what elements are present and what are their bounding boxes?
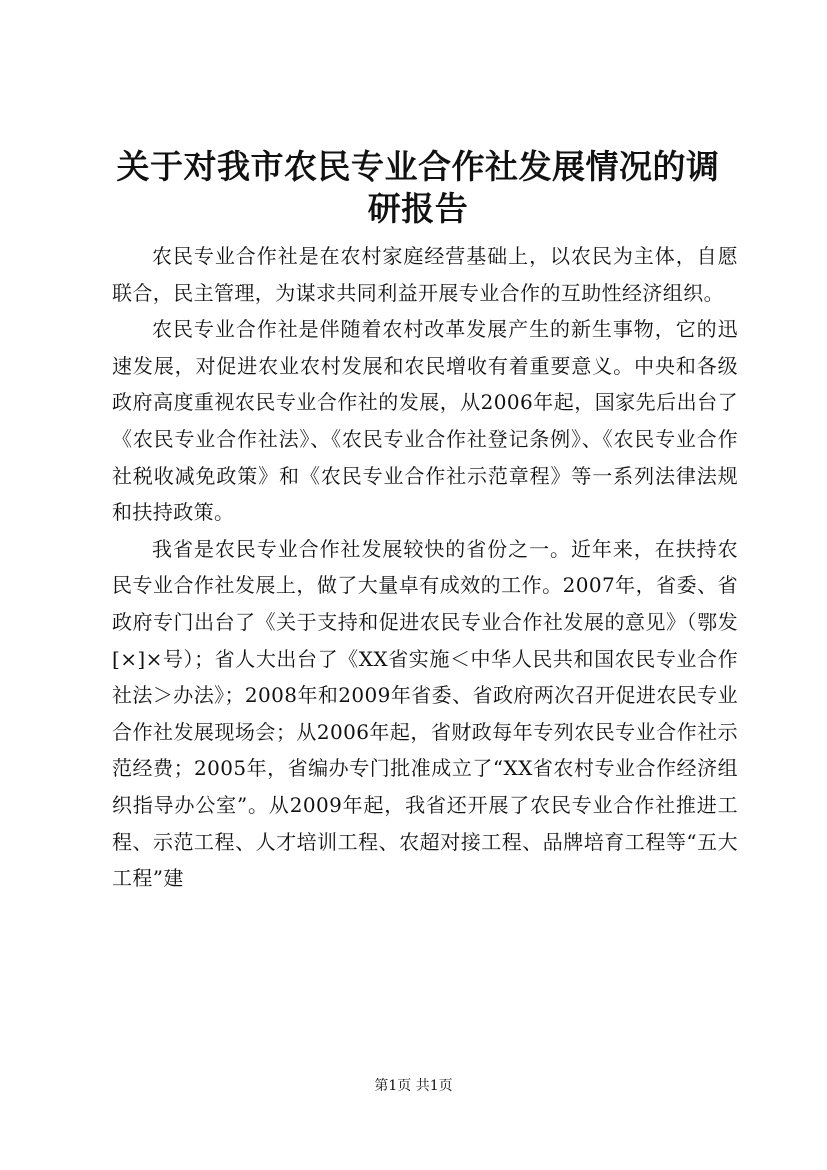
document-body	[112, 238, 738, 897]
document-title: 关于对我市农民专业合作社发展情况的调研报告	[116, 147, 720, 228]
paragraph-2: 农民专业合作社是伴随着农村改革发展产生的新生事物，它的迅速发展，对促进农业农村发展和农民增收有着重要意义。中央和各级政府高度重视农民专业合作社的发展，从2006年起，国家先后出台了《农民专业合作社法》、《农民专业合作社登记条例》、《农民专业合作社税收减免政策》和《农民专业合作社示范章程》等一系列法律法规和扶持政策。	[112, 317, 738, 525]
paragraph-3: 我省是农民专业合作社发展较快的省份之一。近年来，在扶持农民专业合作社发展上，做了大量卓有成效的工作。2007年，省委、省政府专门出台了《关于支持和促进农民专业合作社发展的意见》（鄂发[×]×号）；省人大出台了《XX省实施＜中华人民共和国农民专业合作社法＞办法》；2008年和2009年省委、省政府两次召开促进农民专业合作社发展现场会；从2006年起，省财政每年专列农民专业合作社示范经费；2005年，省编办专门批准成立了“XX省农村专业合作经济组织指导办公室”。从2009年起，我省还开展了农民专业合作社推进工程、示范工程、人才培训工程、农超对接工程、品牌培育工程等“五大工程”建	[112, 536, 738, 891]
page-footer: 第1页 共1页	[374, 1078, 453, 1094]
paragraph-1: 农民专业合作社是在农村家庭经营基础上，以农民为主体，自愿联合，民主管理，为谋求共同利益开展专业合作的互助性经济组织。	[112, 244, 738, 305]
